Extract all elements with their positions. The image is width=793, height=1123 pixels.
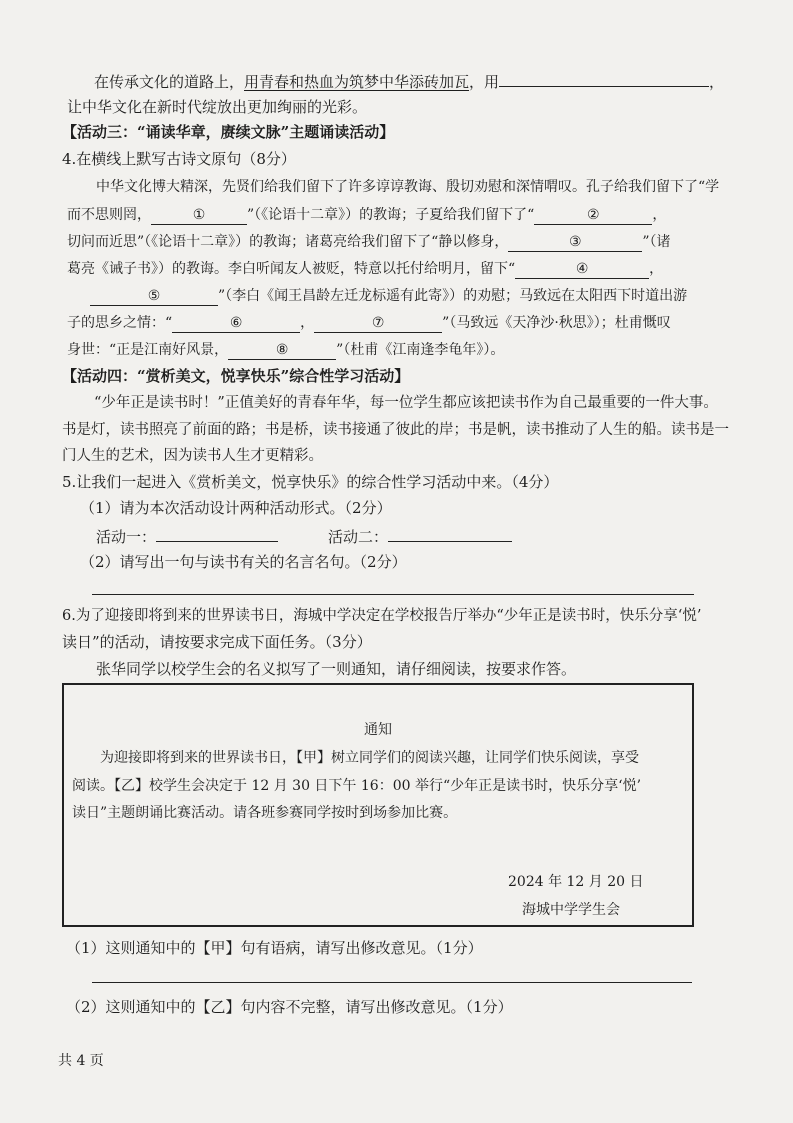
activity-2-label: 活动二： <box>328 528 389 546</box>
blank-2[interactable]: ② <box>534 207 652 225</box>
q4-line-6 <box>67 312 671 334</box>
text: ”（李白《闻王昌龄左迁龙标遥有此寄》）的劝慰；马致远在太阳西下时道出游 <box>218 288 688 304</box>
text: ， <box>652 207 667 223</box>
text: 在传承文化的道路上， <box>94 73 245 91</box>
q4-line-4 <box>67 258 663 280</box>
blank-8[interactable]: ⑧ <box>228 342 336 360</box>
q4-line-2 <box>67 204 666 226</box>
text: ，用 <box>469 73 500 91</box>
q6-sub-2: （2）这则通知中的【乙】句内容不完整，请写出修改意见。（1分） <box>66 998 513 1016</box>
q4-line-1: 中华文化博大精深，先贤们给我们留下了许多谆谆教诲、殷切劝慰和深情喟叹。孔子给我们留下了“学 <box>96 179 720 195</box>
text: ， <box>300 315 315 331</box>
q6-line-1: 6.为了迎接即将到来的世界读书日，海城中学决定在学校报告厅举办“少年正是读书时，快乐分享‘悦’ <box>62 608 702 624</box>
activity-1-blank[interactable] <box>156 524 278 542</box>
q4-line-7 <box>67 339 504 361</box>
notice-signature: 海城中学学生会 <box>522 902 620 918</box>
text: 身世：“正是江南好风景， <box>67 342 229 358</box>
text: ， <box>649 261 664 277</box>
q6-line-3: 张华同学以校学生会的名义拟写了一则通知，请仔细阅读，按要求作答。 <box>96 660 577 678</box>
q5-activity-row <box>96 524 512 548</box>
intro-line-1: “少年正是读书时！”正值美好的青春年华，每一位学生都应该把读书作为自己最重要的一件大事。 <box>94 395 718 411</box>
q5-title: 5.让我们一起进入《赏析美文，悦享快乐》的综合性学习活动中来。（4分） <box>62 473 559 491</box>
activity-2-blank[interactable] <box>388 524 512 542</box>
notice-line-3: 读日”主题朗诵比赛活动。请各班参赛同学按时到场参加比赛。 <box>72 805 458 821</box>
q5-answer-line[interactable] <box>92 594 694 595</box>
activity-3-title: 【活动三：“诵读华章，赓续文脉”主题诵读活动】 <box>62 123 395 141</box>
notice-line-1: 为迎接即将到来的世界读书日，【甲】树立同学们的阅读兴趣，让同学们快乐阅读，享受 <box>100 750 639 766</box>
blank-1[interactable]: ① <box>151 207 247 225</box>
text: ”（马致远《天净沙·秋思》）；杜甫慨叹 <box>442 315 671 331</box>
text: 切问而近思”（《论语十二章》）的教诲；诸葛亮给我们留下了“静以修身， <box>67 234 509 250</box>
blank-7[interactable]: ⑦ <box>314 315 442 333</box>
blank-3[interactable]: ③ <box>508 234 642 252</box>
text: 而不思则罔， <box>67 207 151 223</box>
q4-line-3 <box>67 231 670 253</box>
underlined-sentence: 用青春和热血为筑梦中华添砖加瓦 <box>244 73 470 91</box>
text: ， <box>709 73 725 91</box>
text: 葛亮《诫子书》）的教诲。李白听闻友人被贬，特意以托付给明月，留下“ <box>67 261 516 277</box>
q5-sub-1: （1）请为本次活动设计两种活动形式。（2分） <box>80 499 392 517</box>
paragraph-1-line-2: 让中华文化在新时代绽放出更加绚丽的光彩。 <box>67 98 368 116</box>
notice-line-2: 阅读。【乙】校学生会决定于 12 月 30 日下午 16：00 举行“少年正是读书时，快乐分享‘悦’ <box>72 778 642 794</box>
page-footer: 共 4 页 <box>58 1053 104 1069</box>
notice-title: 通知 <box>364 722 392 738</box>
blank-5[interactable]: ⑤ <box>90 288 218 306</box>
text: ”（《论语十二章》）的教诲；子夏给我们留下了“ <box>247 207 535 223</box>
intro-line-3: 门人生的艺术，因为读书人生才更精彩。 <box>62 448 323 464</box>
paragraph-1-line-1 <box>94 69 724 93</box>
q6-sub-1-answer-line[interactable] <box>92 982 692 983</box>
intro-line-2: 书是灯，读书照亮了前面的路；书是桥，读书接通了彼此的岸；书是帆，读书推动了人生的船。读书是一 <box>62 422 729 438</box>
notice-date: 2024 年 12 月 20 日 <box>508 874 644 890</box>
answer-blank[interactable] <box>499 69 709 87</box>
activity-1-label: 活动一： <box>96 528 157 546</box>
blank-4[interactable]: ④ <box>515 261 649 279</box>
blank-6[interactable]: ⑥ <box>172 315 300 333</box>
notice-box <box>62 683 694 927</box>
text: ”（杜甫《江南逢李龟年》）。 <box>336 342 505 358</box>
text: ”（诸 <box>642 234 671 250</box>
text: 子的思乡之情：“ <box>67 315 173 331</box>
q4-title: 4.在横线上默写古诗文原句（8分） <box>62 150 296 168</box>
q6-sub-1: （1）这则通知中的【甲】句有语病，请写出修改意见。（1分） <box>66 939 483 957</box>
activity-4-title: 【活动四：“赏析美文，悦享快乐”综合性学习活动】 <box>62 367 410 385</box>
q4-line-5 <box>90 285 687 307</box>
q5-sub-2: （2）请写出一句与读书有关的名言名句。（2分） <box>80 553 407 571</box>
q6-line-2: 读日”的活动，请按要求完成下面任务。（3分） <box>62 633 372 651</box>
